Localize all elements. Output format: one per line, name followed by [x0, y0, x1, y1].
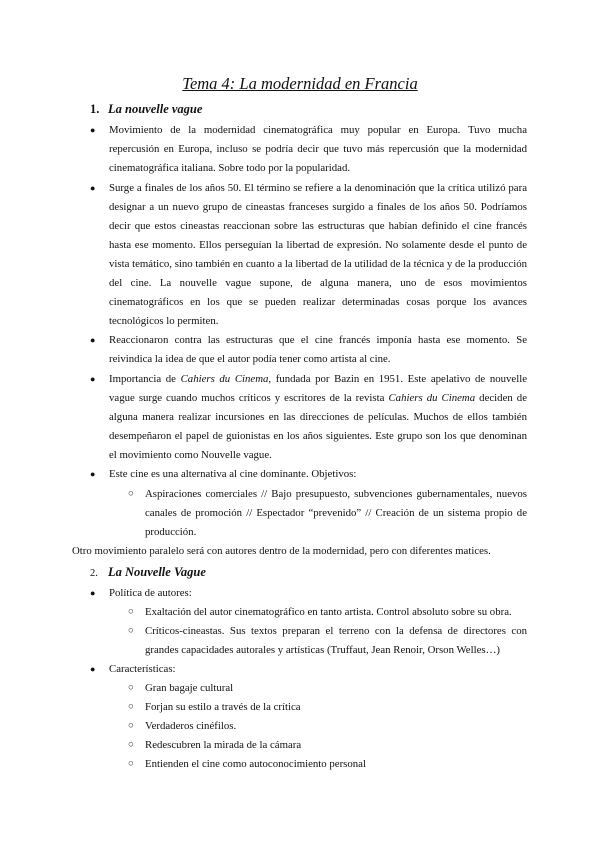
bullet-icon: ●: [90, 183, 96, 193]
text-run: Importancia de: [109, 373, 181, 385]
section-1-title: La nouvelle vague: [108, 102, 203, 116]
sub-bullet-icon: ○: [128, 702, 134, 712]
sub-list-item: Redescubren la mirada de la cámara: [145, 739, 302, 751]
list-item: Movimiento de la modernidad cinematográfica muy popular en Europa. Tuvo mucha repercusión en Europa, incluso se podría decir que tuvo más repercusión que la modernidad cinematográfica italiana. Sobre todo por la popularidad.: [109, 124, 527, 174]
sub-list-item: Entienden el cine como autoconocimiento personal: [145, 758, 366, 770]
list-item-label: Política de autores:: [109, 587, 192, 599]
bullet-icon: ●: [90, 469, 96, 479]
sub-bullet-icon: ○: [128, 626, 134, 636]
sub-list-item: Gran bagaje cultural: [145, 682, 234, 694]
sub-bullet-icon: ○: [128, 721, 134, 731]
section-2-number: 2.: [90, 568, 98, 579]
sub-list-item: Verdaderos cinéfilos.: [145, 720, 237, 732]
list-item: Reaccionaron contra las estructuras que el cine francés imponía hasta ese momento. Se reivindica la idea de que el autor podía tener como artista al cine.: [109, 334, 527, 365]
sub-bullet-icon: ○: [128, 607, 134, 617]
bullet-icon: ●: [90, 125, 96, 135]
sub-list-item: Exaltación del autor cinematográfico en tanto artista. Control absoluto sobre su obra.: [145, 606, 512, 618]
sub-bullet-icon: ○: [128, 489, 134, 499]
sub-bullet-icon: ○: [128, 683, 134, 693]
text-run: , fundada por Bazin en 1951. Este apelativo de nouvelle vague surge cuando muchos críticos y escritores de la revista: [109, 373, 528, 404]
section-2-heading: [90, 564, 206, 582]
list-item: Este cine es una alternativa al cine dominante. Objetivos:: [109, 468, 357, 480]
section-1-number: 1.: [90, 102, 100, 116]
sub-list-item: Aspiraciones comerciales // Bajo presupuesto, subvenciones gubernamentales, nuevos canales de promoción // Espectador “prevenido” // Creación de un sistema propio de producción.: [145, 488, 527, 538]
sub-list-item: Críticos-cineastas. Sus textos preparan el terreno con la defensa de directores con grandes capacidades autorales y artísticas (Truffaut, Jean Renoir, Orson Welles…): [145, 625, 527, 656]
paragraph: Otro movimiento paralelo será con autores dentro de la modernidad, pero con diferentes matices.: [72, 545, 491, 557]
sub-bullet-icon: ○: [128, 759, 134, 769]
list-item-label: Características:: [109, 663, 176, 675]
list-item: [109, 370, 527, 465]
section-1-heading: [90, 101, 202, 117]
bullet-icon: ●: [90, 374, 96, 384]
page-title: Tema 4: La modernidad en Francia: [182, 74, 418, 93]
sub-bullet-icon: ○: [128, 740, 134, 750]
section-2-title: La Nouvelle Vague: [108, 565, 206, 579]
sub-list-item: Forjan su estilo a través de la crítica: [145, 701, 301, 713]
magazine-title: Cahiers du Cinema: [388, 392, 476, 404]
text-run: deciden de alguna manera realizar incursiones en las direcciones de películas. Muchos de ellos también desempeñaron el papel de guionistas en los años siguientes. Este grupo son los que denominan el movimiento como Nouvelle vague.: [109, 392, 527, 461]
bullet-icon: ●: [90, 588, 96, 598]
list-item: Surge a finales de los años 50. El término se refiere a la denominación que la crítica utilizó para designar a un nuevo grupo de cineastas franceses surgido a finales de los años 50. Podríamos decir que estos cineastas reaccionan sobre las estructuras que habían definido el cine francés hasta ese momento. Ellos perseguían la libertad de expresión. No solamente desde el punto de vista temático, sino también en cuanto a la libertad de la utilidad de la técnica y de la producción del cine. La nouvelle vague supone, de alguna manera, uno de esos movimientos cinematográficos en los que se pueden realizar determinadas cosas porque los avances tecnológicos lo permiten.: [109, 182, 527, 327]
bullet-icon: ●: [90, 335, 96, 345]
bullet-icon: ●: [90, 664, 96, 674]
magazine-title: Cahiers du Cinema: [180, 373, 269, 385]
